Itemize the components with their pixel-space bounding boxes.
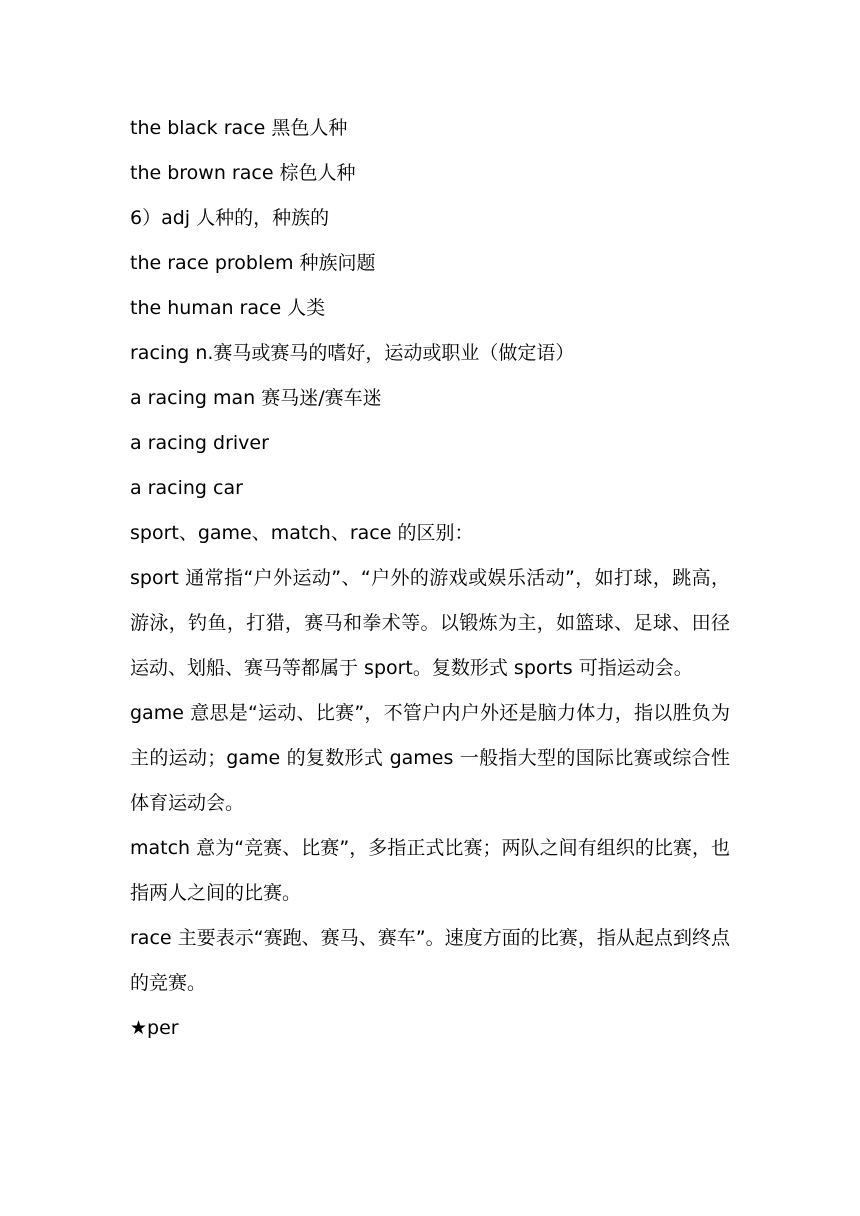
star-item-text: per bbox=[147, 1017, 179, 1039]
line-difference-heading: sport、game、match、race 的区别： bbox=[130, 522, 474, 544]
paragraph-sport: sport 通常指“户外运动”、“户外的游戏或娱乐活动”，如打球，跳高，游泳，钓鱼，打猎，赛马和拳术等。以锻炼为主，如篮球、足球、田径运动、划船、赛马等都属于 sport。复数形式 sports 可指运动会。 bbox=[130, 567, 730, 679]
document-body bbox=[130, 106, 730, 1051]
line-black-race: the black race 黑色人种 bbox=[130, 117, 348, 139]
line-brown-race: the brown race 棕色人种 bbox=[130, 162, 356, 184]
star-item bbox=[130, 1006, 730, 1051]
line-racing-man: a racing man 赛马迷/赛车迷 bbox=[130, 387, 382, 409]
line-racing-driver: a racing driver bbox=[130, 432, 269, 454]
paragraph-race: race 主要表示“赛跑、赛马、赛车”。速度方面的比赛，指从起点到终点的竞赛。 bbox=[130, 927, 730, 994]
star-icon: ★ bbox=[130, 1017, 148, 1039]
line-race-problem: the race problem 种族问题 bbox=[130, 252, 376, 274]
line-human-race: the human race 人类 bbox=[130, 297, 326, 319]
line-racing-car: a racing car bbox=[130, 477, 243, 499]
line-adj-definition: 6）adj 人种的，种族的 bbox=[130, 207, 330, 229]
paragraph-match: match 意为“竞赛、比赛”，多指正式比赛；两队之间有组织的比赛，也指两人之间的比赛。 bbox=[130, 837, 730, 904]
paragraph-game: game 意思是“运动、比赛”，不管户内户外还是脑力体力，指以胜负为主的运动；game 的复数形式 games 一般指大型的国际比赛或综合性体育运动会。 bbox=[130, 702, 730, 814]
line-racing-noun: racing n.赛马或赛马的嗜好，运动或职业（做定语） bbox=[130, 342, 575, 364]
